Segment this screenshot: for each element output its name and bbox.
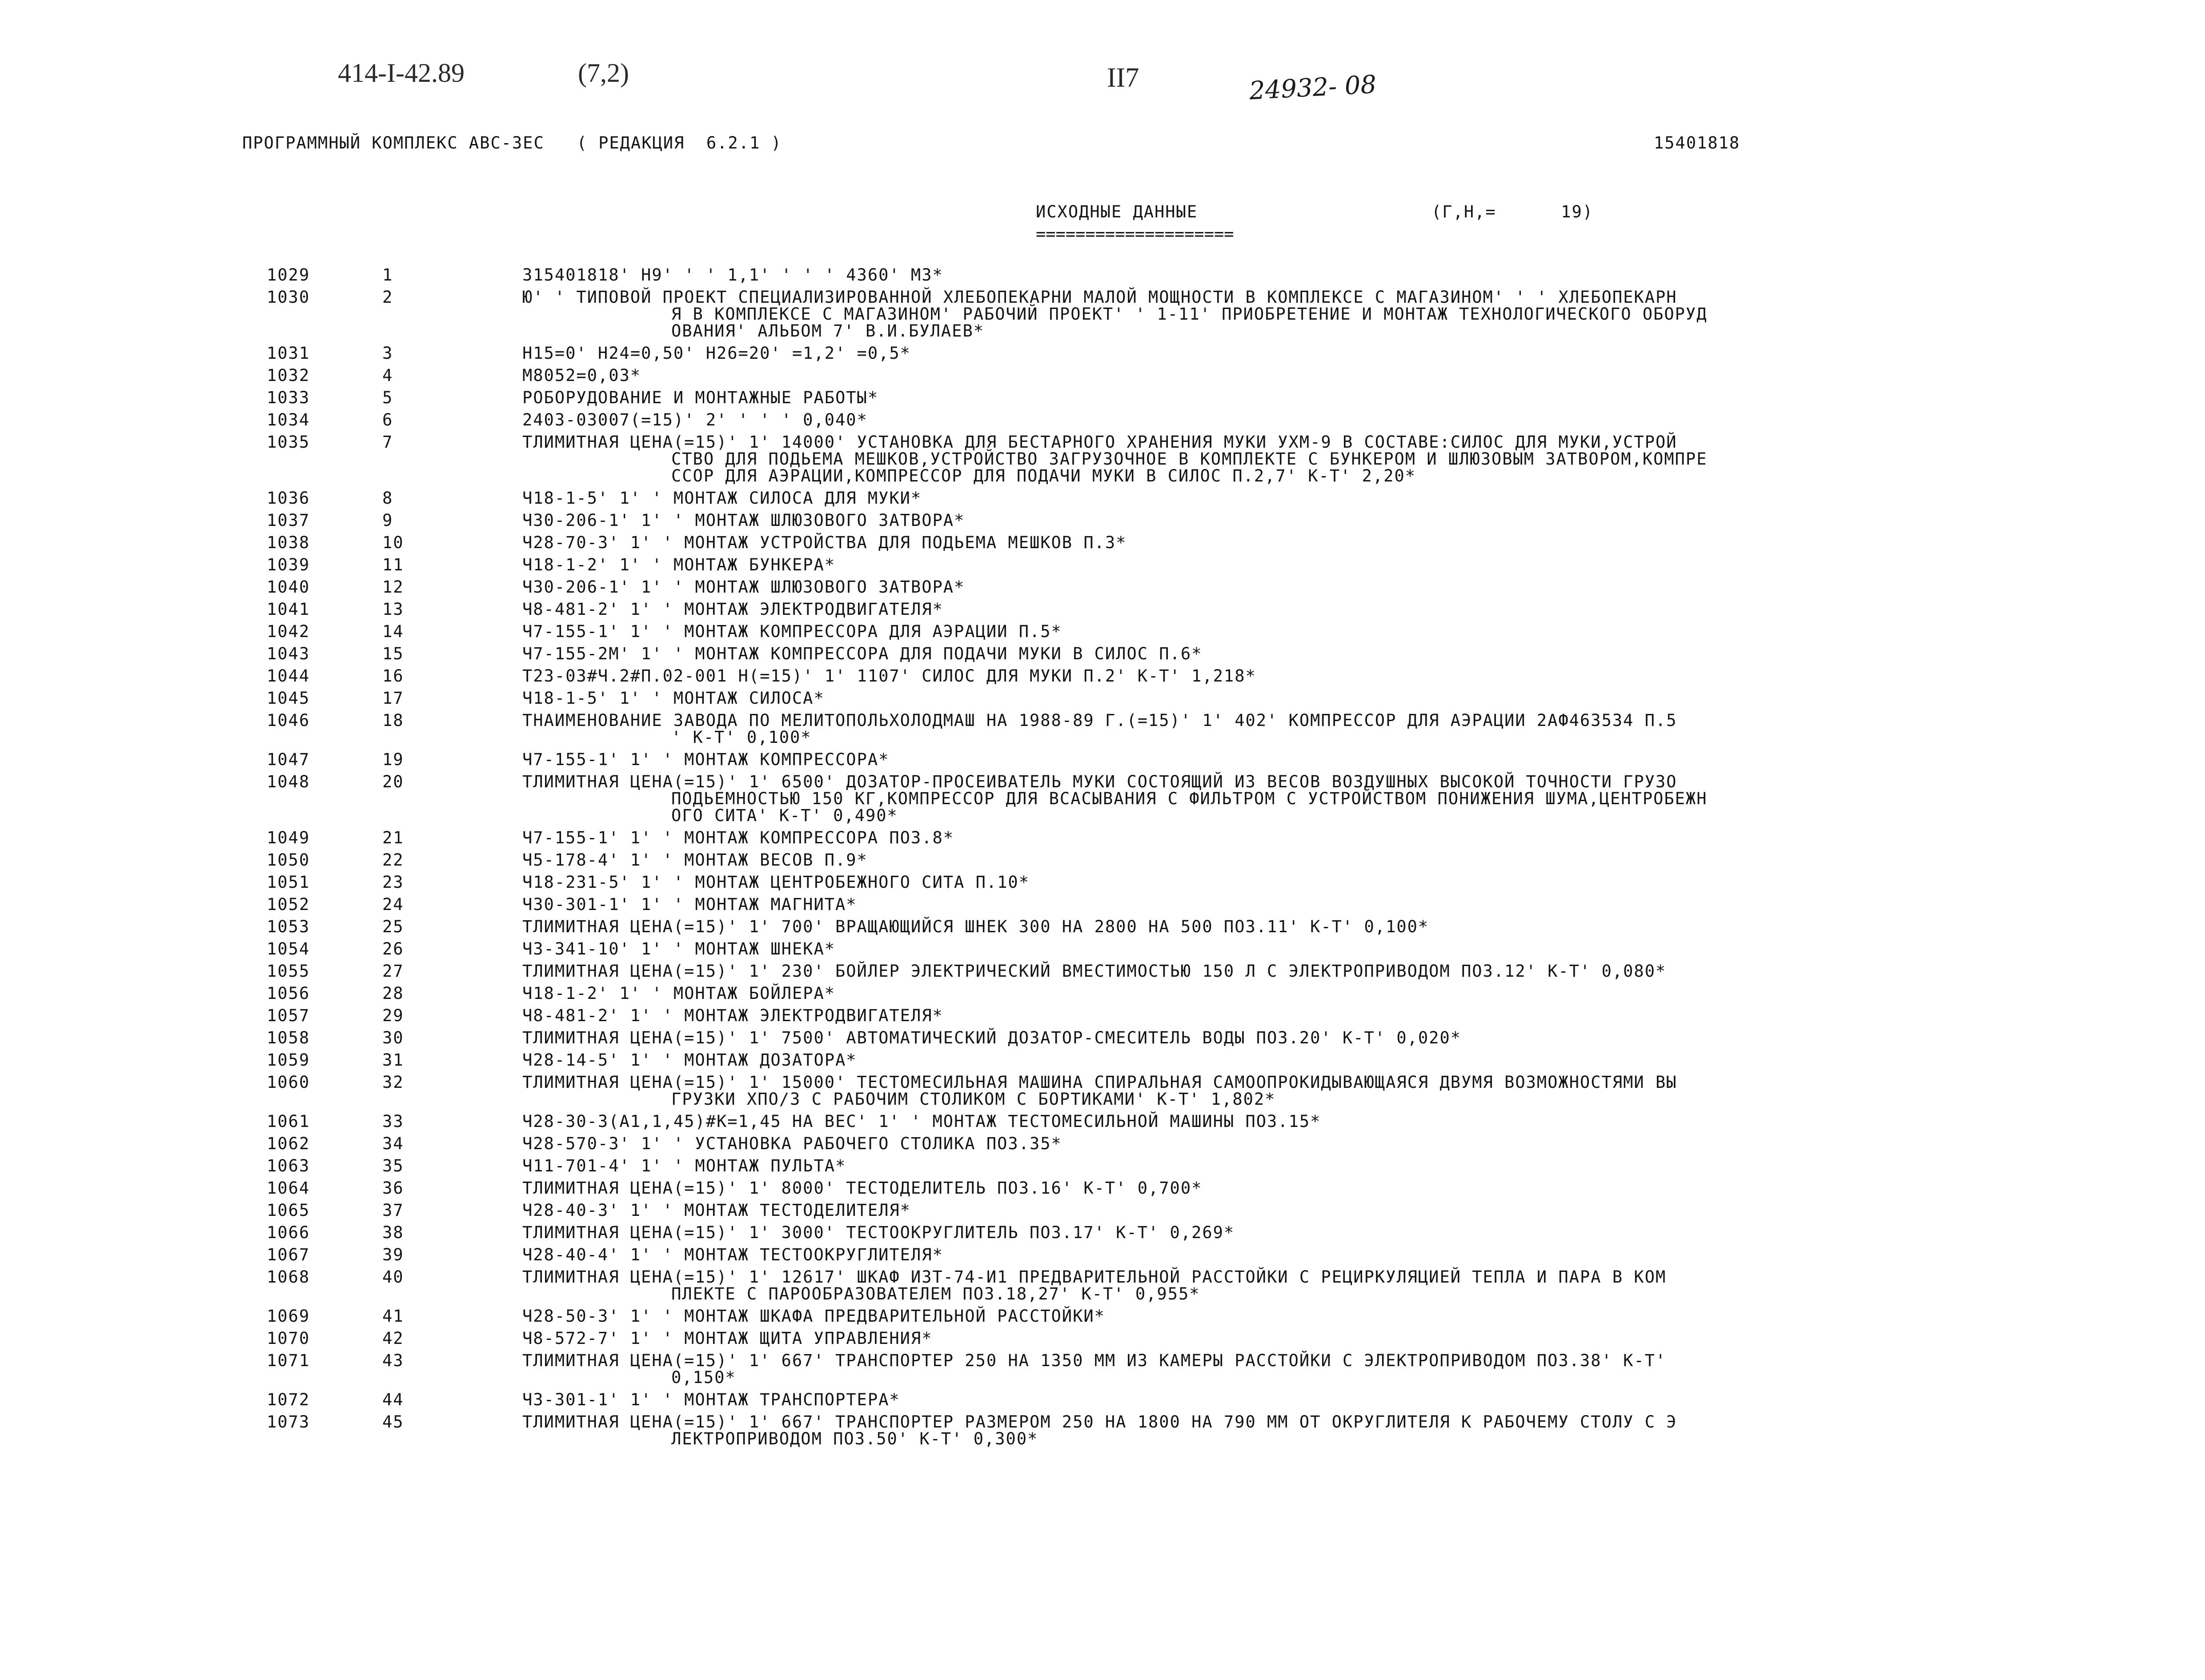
record-text-line: 2403-03007(=15)' 2' ' ' ' 0,040*	[522, 410, 868, 429]
listing-row	[0, 412, 2205, 429]
record-number: 1044	[267, 666, 310, 686]
listing-row	[0, 267, 2205, 284]
record-text-line: Ч28-50-3' 1' ' МОНТАЖ ШКАФА ПРЕДВАРИТЕЛЬНОЙ РАССТОЙКИ*	[522, 1307, 1105, 1326]
record-text-line: Ч7-155-1' 1' ' МОНТАЖ КОМПРЕССОРА ДЛЯ АЭРАЦИИ П.5*	[522, 622, 1062, 641]
record-text	[522, 412, 1972, 429]
listing-row	[0, 289, 2205, 340]
listing-row	[0, 1158, 2205, 1175]
position-number: 9	[382, 511, 393, 530]
position-number: 14	[382, 622, 404, 641]
position-number: 23	[382, 873, 404, 892]
record-text	[522, 1330, 1972, 1347]
record-text	[522, 668, 1972, 685]
data-listing	[0, 267, 2205, 1453]
listing-row	[0, 941, 2205, 958]
record-text	[522, 1074, 1972, 1108]
position-number: 1	[382, 265, 393, 285]
listing-row	[0, 367, 2205, 384]
record-number: 1071	[267, 1351, 310, 1370]
record-text-line: РОБОРУДОВАНИЕ И МОНТАЖНЫЕ РАБОТЫ*	[522, 388, 879, 407]
position-number: 41	[382, 1307, 404, 1326]
position-number: 22	[382, 850, 404, 870]
record-text-line: ГРУЗКИ ХПО/3 С РАБОЧИМ СТОЛИКОМ С БОРТИКАМИ' К-Т' 1,802*	[671, 1090, 1276, 1109]
record-number: 1063	[267, 1156, 310, 1175]
handwritten-number: 24932- 08	[1248, 70, 1377, 106]
listing-row	[0, 1391, 2205, 1408]
position-number: 17	[382, 689, 404, 708]
record-text-line: ТЛИМИТНАЯ ЦЕНА(=15)' 1' 15000' ТЕСТОМЕСИЛЬНАЯ МАШИНА СПИРАЛЬНАЯ САМООПРОКИДЫВАЮЩАЯСЯ ДВУМЯ ВОЗМОЖНОСТЯМИ ВЫ	[522, 1073, 1677, 1092]
record-number: 1070	[267, 1329, 310, 1348]
record-number: 1054	[267, 939, 310, 958]
position-number: 29	[382, 1006, 404, 1025]
position-number: 21	[382, 828, 404, 847]
record-text-line: ОВАНИЯ' АЛЬБОМ 7' В.И.БУЛАЕВ*	[671, 321, 985, 341]
record-text-line: Ч28-14-5' 1' ' МОНТАЖ ДОЗАТОРА*	[522, 1051, 857, 1070]
listing-row	[0, 646, 2205, 662]
position-number: 3	[382, 344, 393, 363]
record-text-line: Ч28-40-4' 1' ' МОНТАЖ ТЕСТООКРУГЛИТЕЛЯ*	[522, 1245, 943, 1264]
position-number: 19	[382, 750, 404, 769]
position-number: 44	[382, 1390, 404, 1409]
record-text-line: Ч28-40-3' 1' ' МОНТАЖ ТЕСТОДЕЛИТЕЛЯ*	[522, 1201, 911, 1220]
listing-row	[0, 852, 2205, 869]
record-text-line: ПЛЕКТЕ С ПАРООБРАЗОВАТЕЛЕМ ПОЗ.18,27' К-Т' 0,955*	[671, 1284, 1200, 1303]
listing-row	[0, 712, 2205, 746]
record-number: 1033	[267, 388, 310, 407]
listing-row	[0, 1202, 2205, 1219]
record-text	[522, 389, 1972, 406]
listing-row	[0, 1007, 2205, 1024]
record-number: 1057	[267, 1006, 310, 1025]
position-number: 31	[382, 1051, 404, 1070]
record-number: 1036	[267, 489, 310, 508]
listing-row	[0, 512, 2205, 529]
record-text-line: Ч18-1-5' 1' ' МОНТАЖ СИЛОСА*	[522, 689, 825, 708]
record-text	[522, 490, 1972, 507]
listing-row	[0, 345, 2205, 362]
record-text-line: 0,150*	[671, 1368, 736, 1387]
record-text	[522, 623, 1972, 640]
record-text-line: Ч5-178-4' 1' ' МОНТАЖ ВЕСОВ П.9*	[522, 850, 868, 870]
record-number: 1031	[267, 344, 310, 363]
record-text	[522, 267, 1972, 284]
record-text	[522, 941, 1972, 958]
record-number: 1058	[267, 1028, 310, 1047]
listing-row	[0, 534, 2205, 551]
record-text-line: ТЛИМИТНАЯ ЦЕНА(=15)' 1' 8000' ТЕСТОДЕЛИТЕЛЬ ПОЗ.16' К-Т' 0,700*	[522, 1179, 1203, 1198]
position-number: 36	[382, 1179, 404, 1198]
position-number: 43	[382, 1351, 404, 1370]
position-number: 12	[382, 577, 404, 597]
record-text	[522, 557, 1972, 573]
record-number: 1066	[267, 1223, 310, 1242]
record-text-line: ТЛИМИТНАЯ ЦЕНА(=15)' 1' 667' ТРАНСПОРТЕР 250 НА 1350 ММ ИЗ КАМЕРЫ РАССТОЙКИ С ЭЛЕКТРОПРИВОДОМ ПОЗ.38' К-Т'	[522, 1351, 1667, 1370]
listing-row	[0, 1352, 2205, 1386]
record-number: 1043	[267, 644, 310, 663]
record-number: 1051	[267, 873, 310, 892]
record-text-line: ОГО СИТА' К-Т' 0,490*	[671, 806, 898, 825]
record-text	[522, 1202, 1972, 1219]
record-number: 1053	[267, 917, 310, 936]
record-number: 1065	[267, 1201, 310, 1220]
listing-row	[0, 1269, 2205, 1303]
record-number: 1039	[267, 555, 310, 574]
record-number: 1047	[267, 750, 310, 769]
position-number: 34	[382, 1134, 404, 1153]
record-text-line: ССОР ДЛЯ АЭРАЦИИ,КОМПРЕССОР ДЛЯ ПОДАЧИ МУКИ В СИЛОС П.2,7' К-Т' 2,20*	[671, 466, 1416, 485]
listing-row	[0, 1330, 2205, 1347]
record-text-line: Ч8-481-2' 1' ' МОНТАЖ ЭЛЕКТРОДВИГАТЕЛЯ*	[522, 1006, 943, 1025]
position-number: 10	[382, 533, 404, 552]
program-code: 15401818	[1654, 133, 1740, 152]
record-text	[522, 1007, 1972, 1024]
record-text	[522, 1391, 1972, 1408]
record-text-line: ТЛИМИТНАЯ ЦЕНА(=15)' 1' 6500' ДОЗАТОР-ПРОСЕИВАТЕЛЬ МУКИ СОСТОЯЩИЙ ИЗ ВЕСОВ ВОЗДУШНЫХ ВЫСОКОЙ ТОЧНОСТИ ГРУЗО	[522, 772, 1677, 791]
record-text	[522, 1135, 1972, 1152]
position-number: 13	[382, 600, 404, 619]
record-text-line: Ч30-301-1' 1' ' МОНТАЖ МАГНИТА*	[522, 895, 857, 914]
record-number: 1048	[267, 772, 310, 791]
position-number: 20	[382, 772, 404, 791]
record-text-line: Ч18-1-2' 1' ' МОНТАЖ БОЙЛЕРА*	[522, 984, 836, 1003]
record-text-line: Ч8-572-7' 1' ' МОНТАЖ ЩИТА УПРАВЛЕНИЯ*	[522, 1329, 933, 1348]
record-number: 1029	[267, 265, 310, 285]
position-number: 28	[382, 984, 404, 1003]
listing-row	[0, 557, 2205, 573]
record-number: 1042	[267, 622, 310, 641]
record-text	[522, 1224, 1972, 1241]
position-number: 27	[382, 962, 404, 981]
position-number: 2	[382, 288, 393, 307]
sheet-reference: (Г,Н,= 19)	[1431, 202, 1594, 221]
document-number: 414-I-42.89	[338, 58, 465, 88]
record-number: 1049	[267, 828, 310, 847]
record-number: 1068	[267, 1267, 310, 1287]
record-text-line: Ч28-70-3' 1' ' МОНТАЖ УСТРОЙСТВА ДЛЯ ПОДЬЕМА МЕШКОВ П.3*	[522, 533, 1127, 552]
record-text	[522, 874, 1972, 891]
listing-row	[0, 985, 2205, 1002]
listing-row	[0, 1308, 2205, 1325]
listing-row	[0, 1180, 2205, 1197]
record-text-line: Ч18-231-5' 1' ' МОНТАЖ ЦЕНТРОБЕЖНОГО СИТА П.10*	[522, 873, 1030, 892]
record-number: 1052	[267, 895, 310, 914]
record-text	[522, 1030, 1972, 1046]
record-text	[522, 534, 1972, 551]
record-text-line: ТНАИМЕНОВАНИЕ ЗАВОДА ПО МЕЛИТОПОЛЬХОЛОДМАШ НА 1988-89 Г.(=15)' 1' 402' КОМПРЕССОР ДЛЯ АЭРАЦИИ 2АФ463534 П.5	[522, 711, 1677, 730]
record-number: 1046	[267, 711, 310, 730]
listing-row	[0, 774, 2205, 824]
record-text	[522, 1269, 1972, 1303]
record-number: 1050	[267, 850, 310, 870]
section-title: ИСХОДНЫЕ ДАННЫЕ	[1036, 202, 1198, 221]
listing-row	[0, 434, 2205, 485]
position-number: 32	[382, 1073, 404, 1092]
position-number: 4	[382, 366, 393, 385]
record-number: 1030	[267, 288, 310, 307]
record-number: 1061	[267, 1112, 310, 1131]
record-text	[522, 830, 1972, 846]
record-text-line: ЛЕКТРОПРИВОДОМ ПОЗ.50' К-Т' 0,300*	[671, 1429, 1038, 1448]
record-text	[522, 896, 1972, 913]
record-text	[522, 963, 1972, 980]
record-text-line: Т23-03#Ч.2#П.02-001 Н(=15)' 1' 1107' СИЛОС ДЛЯ МУКИ П.2' К-Т' 1,218*	[522, 666, 1256, 686]
record-text	[522, 1308, 1972, 1325]
record-text-line: Ч7-155-1' 1' ' МОНТАЖ КОМПРЕССОРА ПОЗ.8*	[522, 828, 954, 847]
record-number: 1034	[267, 410, 310, 429]
record-number: 1064	[267, 1179, 310, 1198]
section-underline: ====================	[1036, 225, 1234, 244]
position-number: 45	[382, 1412, 404, 1431]
record-text-line: Ч30-206-1' 1' ' МОНТАЖ ШЛЮЗОВОГО ЗАТВОРА*	[522, 577, 965, 597]
record-text-line: СТВО ДЛЯ ПОДЬЕМА МЕШКОВ,УСТРОЙСТВО ЗАГРУЗОЧНОЕ В КОМПЛЕКТЕ С БУНКЕРОМ И ШЛЮЗОВЫМ ЗАТВОРОМ,КОМПРЕ	[671, 449, 1708, 469]
position-number: 39	[382, 1245, 404, 1264]
record-text	[522, 852, 1972, 869]
listing-row	[0, 751, 2205, 768]
record-text-line: ПОДЬЕМНОСТЬЮ 150 КГ,КОМПРЕССОР ДЛЯ ВСАСЫВАНИЯ С ФИЛЬТРОМ С УСТРОЙСТВОМ ПОНИЖЕНИЯ ШУМА,ЦЕНТРОБЕЖН	[671, 789, 1708, 808]
record-text	[522, 579, 1972, 596]
position-number: 6	[382, 410, 393, 429]
record-number: 1060	[267, 1073, 310, 1092]
record-text-line: Ю' ' ТИПОВОЙ ПРОЕКТ СПЕЦИАЛИЗИРОВАННОЙ ХЛЕБОПЕКАРНИ МАЛОЙ МОЩНОСТИ В КОМПЛЕКСЕ С МАГАЗИНОМ' ' ' ХЛЕБОПЕКАРН	[522, 288, 1677, 307]
program-title: ПРОГРАММНЫЙ КОМПЛЕКС АВС-3ЕС ( РЕДАКЦИЯ 6.2.1 )	[242, 133, 782, 152]
record-text	[522, 1352, 1972, 1386]
record-text	[522, 1247, 1972, 1263]
position-number: 37	[382, 1201, 404, 1220]
record-text-line: ТЛИМИТНАЯ ЦЕНА(=15)' 1' 700' ВРАЩАЮЩИЙСЯ ШНЕК 300 НА 2800 НА 500 ПОЗ.11' К-Т' 0,100*	[522, 917, 1429, 936]
record-text-line: ТЛИМИТНАЯ ЦЕНА(=15)' 1' 12617' ШКАФ ИЗТ-74-И1 ПРЕДВАРИТЕЛЬНОЙ РАССТОЙКИ С РЕЦИРКУЛЯЦИЕЙ ТЕПЛА И ПАРА В КОМ	[522, 1267, 1667, 1287]
listing-row	[0, 830, 2205, 846]
listing-row	[0, 490, 2205, 507]
record-text-line: Н15=0' Н24=0,50' Н26=20' =1,2' =0,5*	[522, 344, 911, 363]
record-text	[522, 289, 1972, 340]
record-text	[522, 1180, 1972, 1197]
position-number: 18	[382, 711, 404, 730]
record-text-line: Ч3-341-10' 1' ' МОНТАЖ ШНЕКА*	[522, 939, 836, 958]
record-text	[522, 646, 1972, 662]
record-text	[522, 345, 1972, 362]
record-text-line: Я В КОМПЛЕКСЕ С МАГАЗИНОМ' РАБОЧИЙ ПРОЕКТ' ' 1-11' ПРИОБРЕТЕНИЕ И МОНТАЖ ТЕХНОЛОГИЧЕСКОГО ОБОРУД	[671, 305, 1708, 324]
position-number: 35	[382, 1156, 404, 1175]
record-number: 1037	[267, 511, 310, 530]
record-number: 1062	[267, 1134, 310, 1153]
position-number: 11	[382, 555, 404, 574]
record-number: 1055	[267, 962, 310, 981]
record-text-line: Ч8-481-2' 1' ' МОНТАЖ ЭЛЕКТРОДВИГАТЕЛЯ*	[522, 600, 943, 619]
listing-row	[0, 963, 2205, 980]
record-number: 1035	[267, 433, 310, 452]
record-text-line: ' К-Т' 0,100*	[671, 728, 812, 747]
position-number: 7	[382, 433, 393, 452]
record-text	[522, 367, 1972, 384]
record-text-line: Ч11-701-4' 1' ' МОНТАЖ ПУЛЬТА*	[522, 1156, 846, 1175]
record-number: 1067	[267, 1245, 310, 1264]
position-number: 5	[382, 388, 393, 407]
position-number: 24	[382, 895, 404, 914]
record-text-line: Ч18-1-5' 1' ' МОНТАЖ СИЛОСА ДЛЯ МУКИ*	[522, 489, 922, 508]
record-text-line: ТЛИМИТНАЯ ЦЕНА(=15)' 1' 14000' УСТАНОВКА ДЛЯ БЕСТАРНОГО ХРАНЕНИЯ МУКИ УХМ-9 В СОСТАВЕ:СИЛОС ДЛЯ МУКИ,УСТРОЙ	[522, 433, 1677, 452]
record-number: 1072	[267, 1390, 310, 1409]
listing-row	[0, 668, 2205, 685]
listing-row	[0, 918, 2205, 935]
listing-row	[0, 1074, 2205, 1108]
listing-row	[0, 1135, 2205, 1152]
listing-row	[0, 1052, 2205, 1069]
record-text-line: Ч28-30-3(А1,1,45)#К=1,45 НА ВЕС' 1' ' МОНТАЖ ТЕСТОМЕСИЛЬНОЙ МАШИНЫ ПОЗ.15*	[522, 1112, 1321, 1131]
record-text-line: М8052=0,03*	[522, 366, 641, 385]
position-number: 40	[382, 1267, 404, 1287]
record-text-line: 315401818' Н9' ' ' 1,1' ' ' ' 4360' М3*	[522, 265, 943, 285]
record-number: 1069	[267, 1307, 310, 1326]
position-number: 16	[382, 666, 404, 686]
record-text	[522, 1414, 1972, 1447]
listing-row	[0, 896, 2205, 913]
listing-row	[0, 1247, 2205, 1263]
record-number: 1073	[267, 1412, 310, 1431]
record-text-line: ТЛИМИТНАЯ ЦЕНА(=15)' 1' 7500' АВТОМАТИЧЕСКИЙ ДОЗАТОР-СМЕСИТЕЛЬ ВОДЫ ПОЗ.20' К-Т' 0,020*	[522, 1028, 1462, 1047]
listing-row	[0, 601, 2205, 618]
record-text-line: ТЛИМИТНАЯ ЦЕНА(=15)' 1' 230' БОЙЛЕР ЭЛЕКТРИЧЕСКИЙ ВМЕСТИМОСТЬЮ 150 Л С ЭЛЕКТРОПРИВОДОМ ПОЗ.12' К-Т' 0,080*	[522, 962, 1667, 981]
record-text-line: Ч18-1-2' 1' ' МОНТАЖ БУНКЕРА*	[522, 555, 836, 574]
record-text	[522, 751, 1972, 768]
record-text	[522, 512, 1972, 529]
position-number: 30	[382, 1028, 404, 1047]
record-number: 1059	[267, 1051, 310, 1070]
record-text	[522, 774, 1972, 824]
listing-row	[0, 1224, 2205, 1241]
position-number: 42	[382, 1329, 404, 1348]
position-number: 25	[382, 917, 404, 936]
listing-row	[0, 579, 2205, 596]
position-number: 26	[382, 939, 404, 958]
record-text	[522, 985, 1972, 1002]
listing-row	[0, 1030, 2205, 1046]
listing-row	[0, 389, 2205, 406]
listing-row	[0, 690, 2205, 707]
record-text	[522, 712, 1972, 746]
listing-row	[0, 1414, 2205, 1447]
record-text-line: Ч7-155-1' 1' ' МОНТАЖ КОМПРЕССОРА*	[522, 750, 890, 769]
page-number: II7	[1107, 63, 1139, 93]
record-text-line: Ч28-570-3' 1' ' УСТАНОВКА РАБОЧЕГО СТОЛИКА ПОЗ.35*	[522, 1134, 1062, 1153]
record-number: 1056	[267, 984, 310, 1003]
record-text	[522, 1158, 1972, 1175]
record-text-line: Ч30-206-1' 1' ' МОНТАЖ ШЛЮЗОВОГО ЗАТВОРА*	[522, 511, 965, 530]
position-number: 38	[382, 1223, 404, 1242]
record-text	[522, 690, 1972, 707]
record-text	[522, 918, 1972, 935]
record-text-line: Ч3-301-1' 1' ' МОНТАЖ ТРАНСПОРТЕРА*	[522, 1390, 900, 1409]
record-text-line: Ч7-155-2М' 1' ' МОНТАЖ КОМПРЕССОРА ДЛЯ ПОДАЧИ МУКИ В СИЛОС П.6*	[522, 644, 1203, 663]
record-text	[522, 434, 1972, 485]
record-text	[522, 1052, 1972, 1069]
document-sheet-ref: (7,2)	[578, 58, 629, 88]
record-number: 1041	[267, 600, 310, 619]
position-number: 15	[382, 644, 404, 663]
record-number: 1040	[267, 577, 310, 597]
record-text	[522, 601, 1972, 618]
record-text-line: ТЛИМИТНАЯ ЦЕНА(=15)' 1' 3000' ТЕСТООКРУГЛИТЕЛЬ ПОЗ.17' К-Т' 0,269*	[522, 1223, 1235, 1242]
position-number: 33	[382, 1112, 404, 1131]
record-text-line: ТЛИМИТНАЯ ЦЕНА(=15)' 1' 667' ТРАНСПОРТЕР РАЗМЕРОМ 250 НА 1800 НА 790 ММ ОТ ОКРУГЛИТЕЛЯ К РАБОЧЕМУ СТОЛУ С Э	[522, 1412, 1677, 1431]
record-number: 1032	[267, 366, 310, 385]
listing-row	[0, 874, 2205, 891]
listing-row	[0, 1113, 2205, 1130]
listing-row	[0, 623, 2205, 640]
position-number: 8	[382, 489, 393, 508]
record-text	[522, 1113, 1972, 1130]
record-number: 1038	[267, 533, 310, 552]
record-number: 1045	[267, 689, 310, 708]
